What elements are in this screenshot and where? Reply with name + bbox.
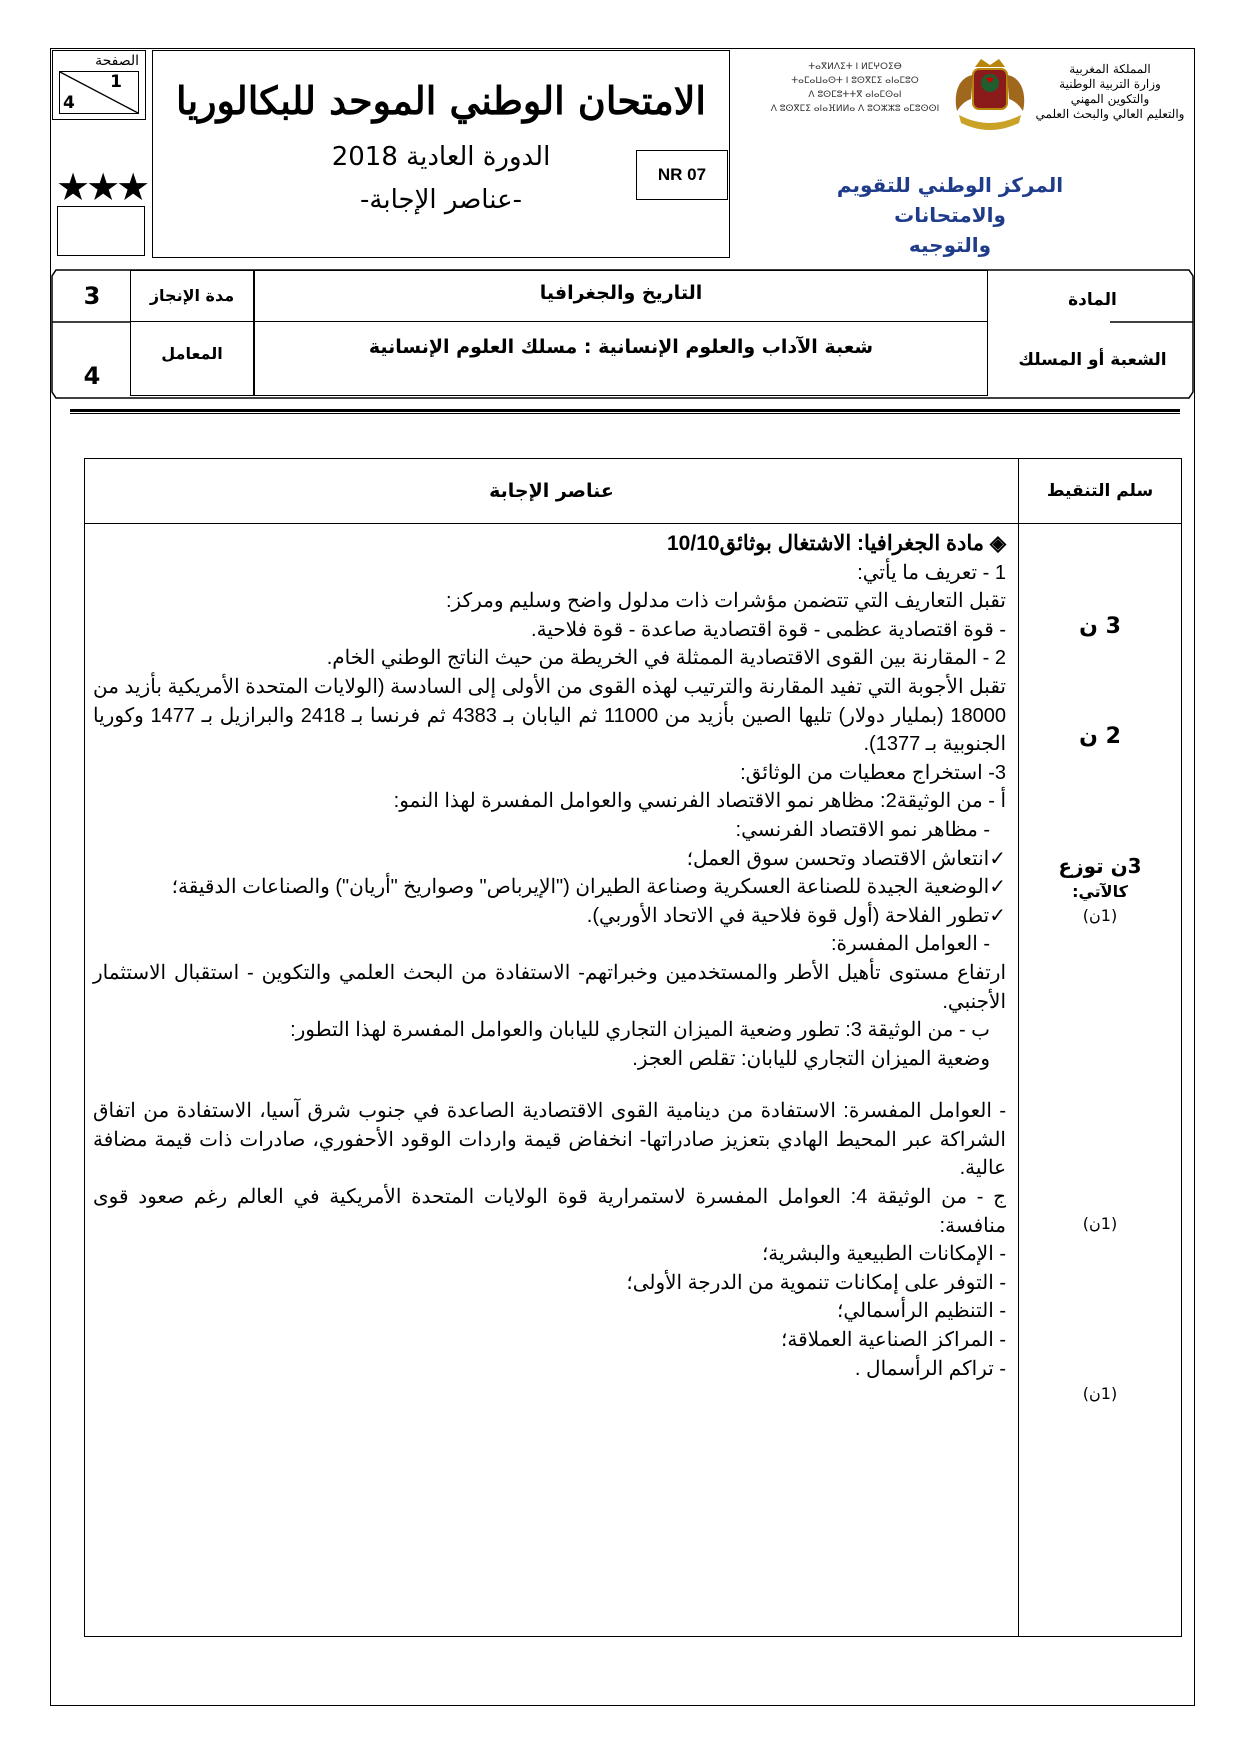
answers-cell — [85, 524, 1019, 1637]
duration-label: مدة الإنجاز — [149, 286, 235, 305]
page-counter-label: الصفحة — [95, 53, 139, 69]
separator-rule-thin — [70, 413, 1180, 414]
answer-line: 3- استخراج معطيات من الوثائق: — [740, 761, 1006, 784]
score-column-header: سلم التنقيط — [1019, 459, 1182, 524]
empty-box — [57, 206, 145, 256]
answer-line: - العوامل المفسرة: — [830, 933, 990, 956]
ministry-line: والتعليم العالي والبحث العلمي — [1035, 107, 1185, 121]
tifinagh-line: ⴷ ⵓⵙⴳⵎⵉ ⴰⵏⴰⴼⵍⵍⴰ ⴷ ⵓⵔⵣⵣⵓ ⴰⵎⵓⵙⵙⵏ — [770, 104, 940, 114]
answer-line: - قوة اقتصادية عظمى - قوة اقتصادية صاعدة - قوة فلاحية. — [531, 618, 1006, 641]
score-part-b: (1ن) — [1082, 1214, 1118, 1233]
branch-label: الشعبة أو المسلك — [1018, 350, 1167, 370]
tifinagh-line: ⵜⴰⵎⴰⵡⴰⵙⵜ ⵏ ⵓⵙⴳⵎⵉ ⴰⵏⴰⵎⵓⵔ — [791, 76, 919, 86]
coef-label: المعامل — [161, 344, 223, 363]
tifinagh-line: ⴷ ⵓⵙⵎⵓⵜⵜⴳ ⴰⵏⴰⵎⵙⴰⵏ — [808, 90, 902, 100]
answer-line: - التنظيم الرأسمالي؛ — [836, 1300, 1006, 1323]
answer-line: ✓انتعاش الاقتصاد وتحسن سوق العمل؛ — [686, 847, 1006, 870]
exam-title: الامتحان الوطني الموحد للبكالوريا — [176, 78, 706, 123]
coef-value: 4 — [83, 362, 101, 390]
exam-session: الدورة العادية 2018 — [331, 142, 551, 172]
ministry-line: والتكوين المهني — [1070, 92, 1150, 106]
page-counter-box — [59, 71, 139, 114]
duration-value: 3 — [83, 282, 101, 310]
answer-line: ج - من الوثيقة 4: العوامل المفسرة لاستمرارية قوة الولايات المتحدة الأمريكية في العالم رغم صعود قوى منافسة: — [93, 1186, 1006, 1237]
ministry-line: وزارة التربية الوطنية — [1059, 77, 1161, 91]
page-current: 1 — [110, 72, 122, 92]
answer-line: - التوفر على إمكانات تنموية من الدرجة الأولى؛ — [626, 1271, 1006, 1294]
answer-line: - تراكم الرأسمال . — [854, 1357, 1006, 1380]
answer-line: تقبل التعاريف التي تتضمن مؤشرات ذات مدلول واضح وسليم ومركز: — [445, 590, 1006, 613]
subject-bar — [50, 268, 1195, 400]
divider — [254, 320, 988, 322]
national-center — [780, 170, 1120, 260]
subject-name: التاريخ والجغرافيا — [539, 282, 703, 304]
branch-name: شعبة الآداب والعلوم الإنسانية : مسلك العلوم الإنسانية — [368, 336, 874, 358]
score-q1: 3 ن — [1079, 614, 1121, 639]
score-q2: 2 ن — [1079, 724, 1121, 749]
answer-line: - مظاهر نمو الاقتصاد الفرنسي: — [735, 818, 990, 841]
answer-line: أ - من الوثيقة2: مظاهر نمو الاقتصاد الفرنسي والعوامل المفسرة لهذا النمو: — [393, 790, 1006, 813]
answer-line: - الإمكانات الطبيعية والبشرية؛ — [761, 1243, 1006, 1266]
answers-table — [84, 458, 1182, 1637]
center-line: المركز الوطني للتقويم والامتحانات — [836, 173, 1064, 227]
answers-content — [93, 530, 1006, 1383]
answer-line: 1 - تعريف ما يأتي: — [857, 561, 1006, 584]
answer-line: ✓الوضعية الجيدة للصناعة العسكرية وصناعة الطيران ("الإيرباص" وصواريخ "أريان") والصناعات الدقيقة؛ — [171, 876, 1006, 899]
divider — [130, 320, 254, 322]
score-part-a: (1ن) — [1082, 906, 1118, 925]
answer-line: - العوامل المفسرة: الاستفادة من دينامية القوى الاقتصادية الصاعدة في جنوب شرق آسيا، الاستفادة من اتفاق الشراكة عبر المحيط الهادي بتعزيز صادراتها- انخفاض قيمة واردات الوقود الأحفوري، صادرات ذات قيمة مضافة عالية. — [93, 1100, 1006, 1180]
answer-line: ب - من الوثيقة 3: تطور وضعية الميزان التجاري لليابان والعوامل المفسرة لهذا التطور: — [290, 1019, 990, 1042]
tifinagh-text — [760, 60, 950, 116]
separator-rule — [70, 409, 1180, 412]
center-line: والتوجيه — [908, 233, 992, 257]
score-q3: 3ن توزع — [1058, 854, 1142, 878]
answer-line: ✓تطور الفلاحة (أول قوة فلاحية في الاتحاد الأوربي). — [586, 904, 1006, 927]
answer-line: - المراكز الصناعية العملاقة؛ — [781, 1329, 1006, 1352]
page-counter — [52, 50, 146, 120]
answer-line: وضعية الميزان التجاري لليابان: تقلص العجز. — [632, 1047, 990, 1070]
exam-code: NR 07 — [636, 150, 728, 200]
page-total: 4 — [63, 93, 75, 113]
coat-of-arms-icon — [945, 55, 1035, 135]
score-cell — [1019, 524, 1182, 1637]
exam-subtitle: -عناصر الإجابة- — [360, 185, 522, 215]
answer-line: 2 - المقارنة بين القوى الاقتصادية الممثلة في الخريطة من حيث الناتج الوطني الخام. — [326, 647, 1006, 670]
difficulty-stars: ★★★ — [56, 165, 147, 209]
score-q3-note: كالآتي: — [1072, 882, 1128, 901]
answer-line: ارتفاع مستوى تأهيل الأطر والمستخدمين وخبراتهم- الاستفادة من البحث العلمي والتكوين - استقبال الاستثمار الأجنبي. — [93, 961, 1006, 1013]
section-title: ◈ مادة الجغرافيا: الاشتغال بوثائق10/10 — [667, 532, 1006, 555]
score-part-c: (1ن) — [1082, 1384, 1118, 1403]
tifinagh-line: ⵜⴰⴳⵍⴷⵉⵜ ⵏ ⵍⵎⵖⵔⵉⴱ — [808, 62, 902, 72]
ministry-line: المملكة المغربية — [1069, 62, 1151, 76]
answer-line: تقبل الأجوبة التي تفيد المقارنة والترتيب لهذه القوى من الأولى إلى السادسة (الولايات المتحدة الأمريكية بأزيد من 18000 (بمليار دولار) تليها الصين بأزيد من 11000 ثم اليابان بـ 4383 ثم فرنسا بـ 2418 والبرازيل بـ 1477 وكوريا الجنوبية بـ 1377). — [93, 675, 1006, 756]
spacer — [93, 1073, 1006, 1097]
ministry-name — [1035, 62, 1185, 122]
answers-column-header: عناصر الإجابة — [85, 459, 1019, 524]
subject-label: المادة — [1068, 290, 1117, 310]
